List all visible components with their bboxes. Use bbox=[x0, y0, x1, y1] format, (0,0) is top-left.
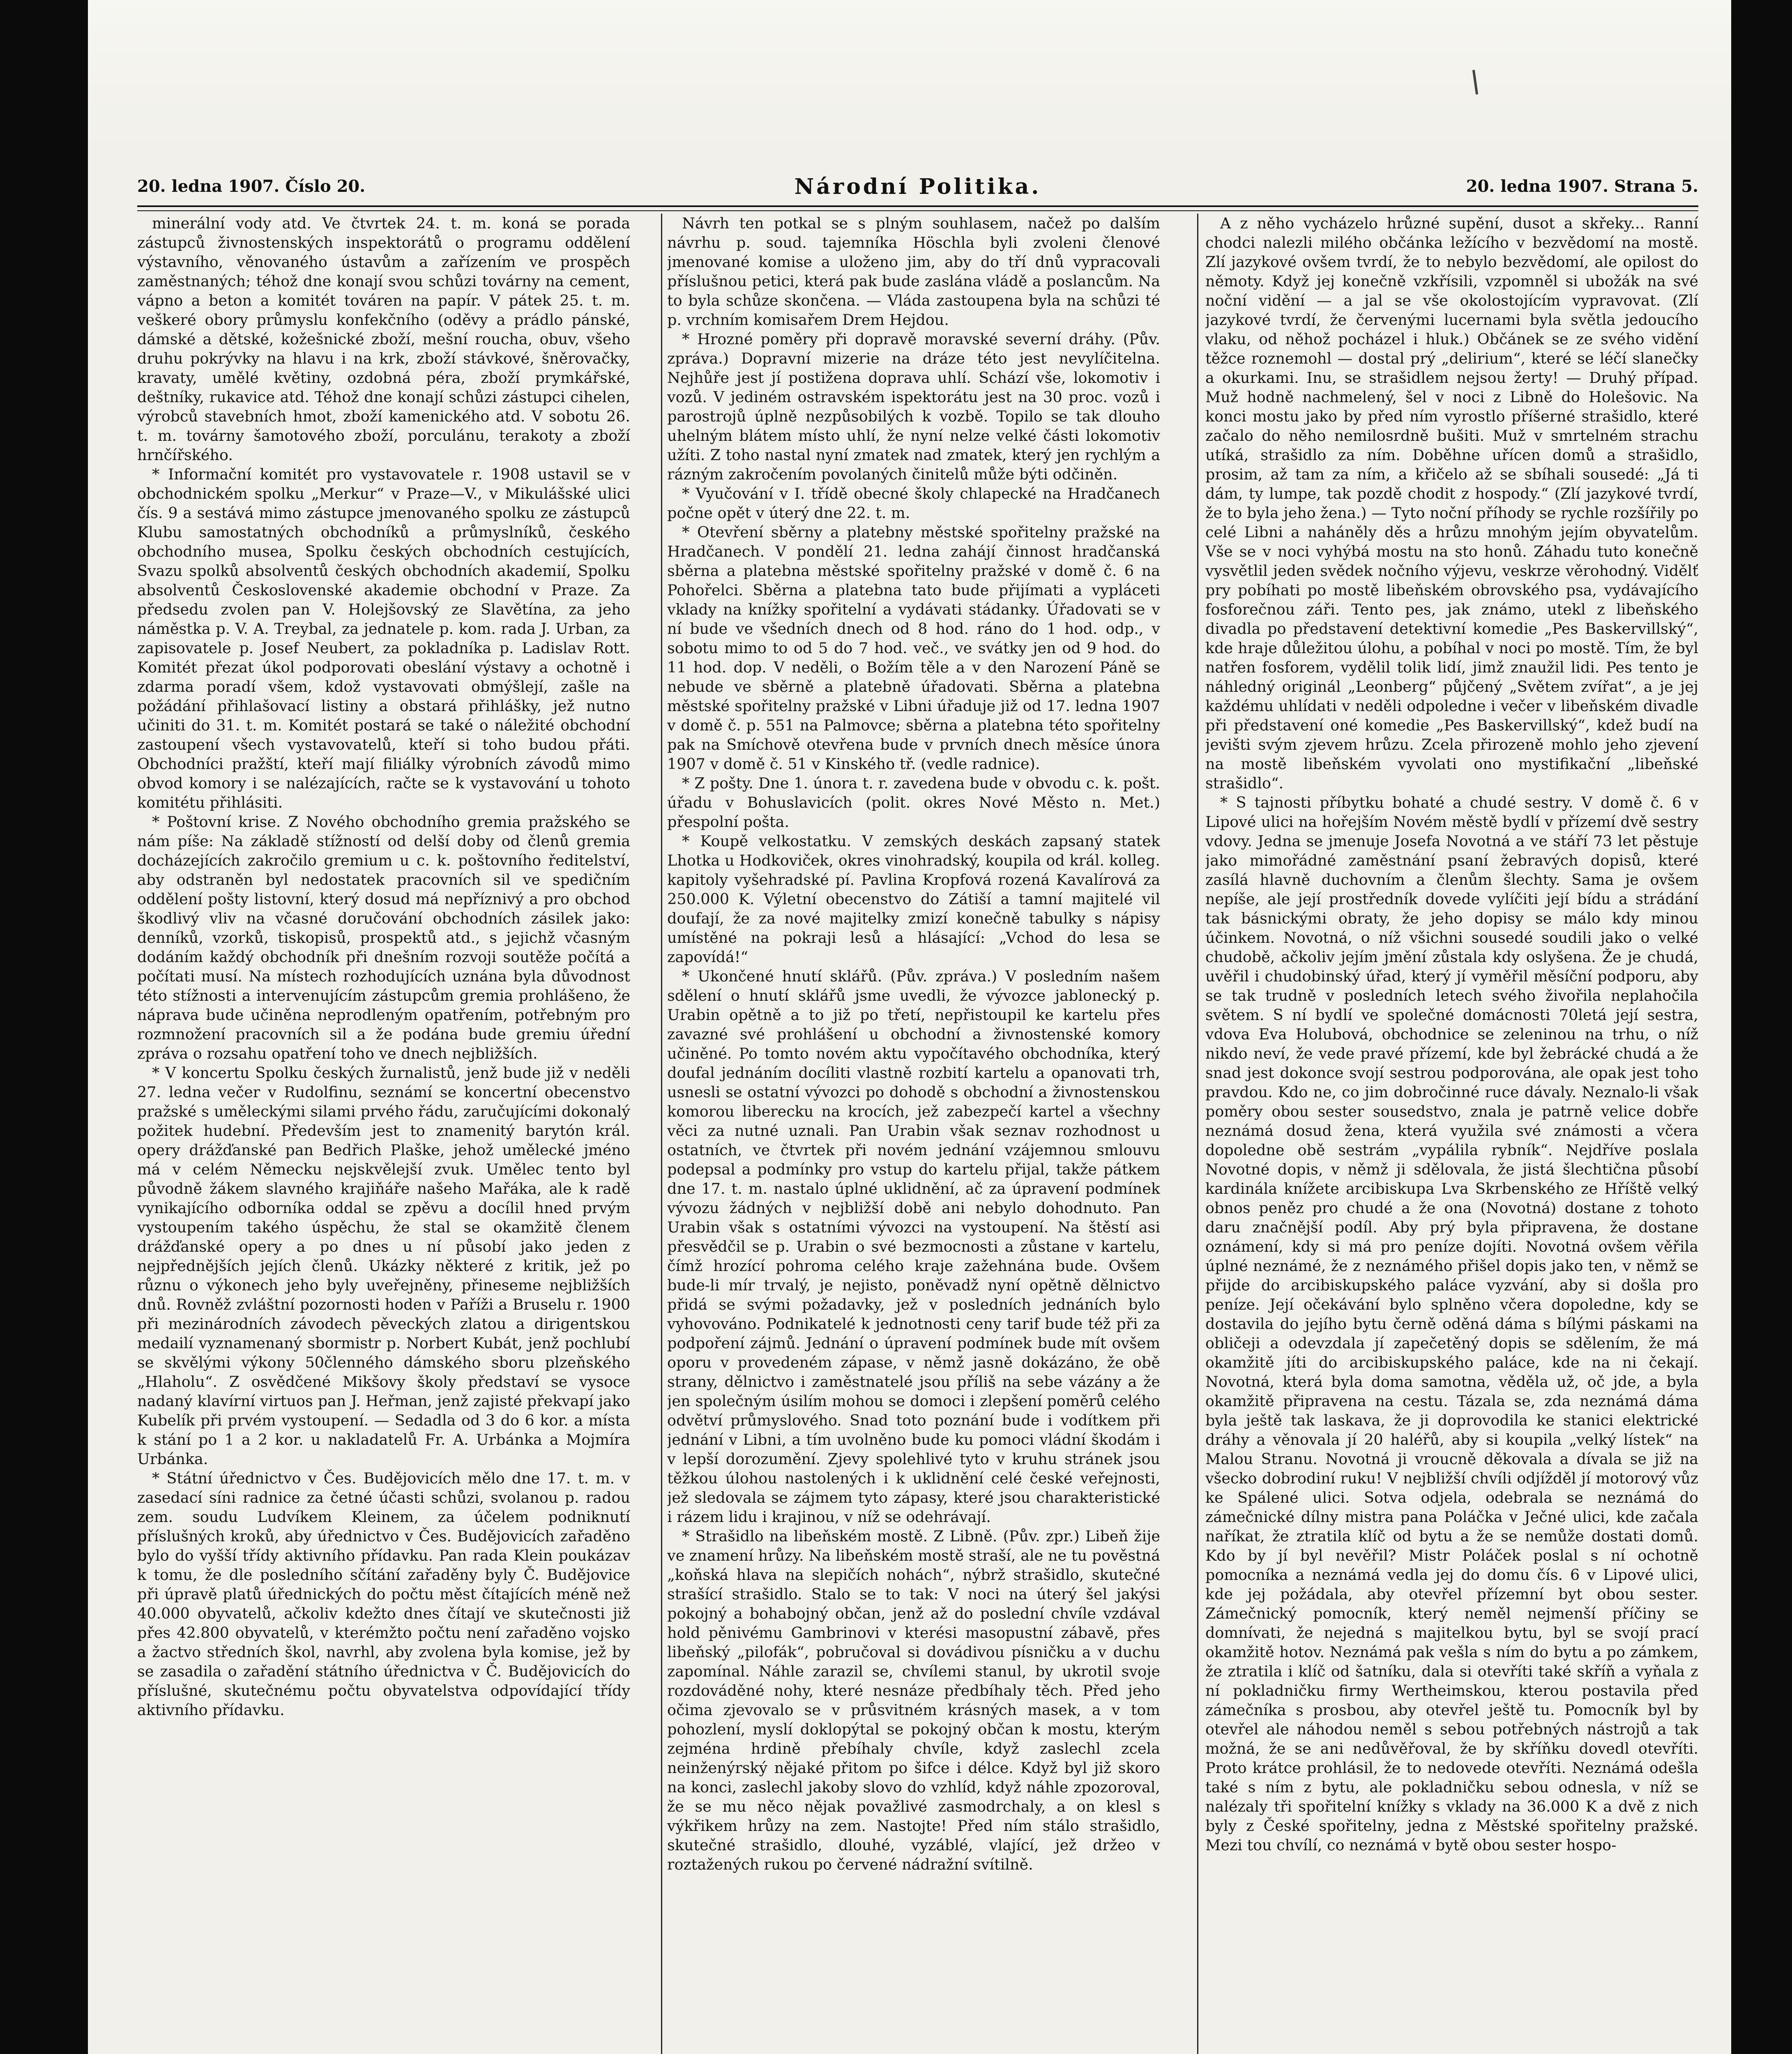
page-top-margin bbox=[88, 0, 1731, 156]
article-paragraph: * Poštovní krise. Z Nového obchodního gremia pražského se nám píše: Na základě stížností od delší doby od členů gremia docházejících zakročilo gremium u c. k. poštovního ředitelství, aby odstraněn byl nedostatek pracovních sil ve spedičním oddělení pošty listovní, který dosud má nepříznivý a pro obchod škodlivý vliv na včasné doručování obchodních zásilek jako: denníků, vzorků, tiskopisů, prospektů atd., s jejichž včasným dodáním každý obchodník při dnešním rozvoji soutěže počítá a počítati musí. Na místech rozhodujících uznána byla důvodnost této stížnosti a intervenujícím zástupcům gremia prohlášeno, že náprava bude učiněna neprodleným opatřením, potřebným pro rozmnožení pracovních sil a že podána bude gremiu úřední zpráva o rozsahu opatření toho ve dnech nejbližších. bbox=[137, 813, 630, 1062]
article-paragraph: * Z pošty. Dne 1. února t. r. zavedena bude v obvodu c. k. pošt. úřadu v Bohuslavicích (polit. okres Nové Město n. Met.) přespolní pošta. bbox=[667, 774, 1160, 831]
column-2 bbox=[667, 214, 1160, 2054]
masthead-title: Národní Politika. bbox=[794, 174, 1041, 199]
article-paragraph: * Vyučování v I. třídě obecné školy chlapecké na Hradčanech počne opět v úterý dne 22. t. m. bbox=[667, 485, 1160, 522]
article-paragraph: * Hrozné poměry při dopravě moravské severní dráhy. (Pův. zpráva.) Dopravní mizerie na dráze této jest nevylíčitelna. Nejhůře jest jí postižena doprava uhlí. Schází vše, lokomotiv i vozů. V jediném ostravském ispektorátu jest na 30 proc. vozů i parostrojů úplně nezpůsobilých k vozbě. Topilo se tak dlouho uhelným blátem místo uhlí, že nyní nelze velké části lokomotiv užíti. Z toho nastal nyní zmatek nad zmatek, který jen rychlým a rázným zakročením povolaných činitelů může býti odčiněn. bbox=[667, 330, 1160, 483]
article-paragraph: * Státní úřednictvo v Čes. Budějovicích mělo dne 17. t. m. v zasedací síni radnice za četné účasti schůzi, svolanou p. radou zem. soudu Ludvíkem Kleinem, za účelem podniknutí příslušných kroků, aby úřednictvo v Čes. Budějovicích zařaděno bylo do vyšší třídy aktivního přídavku. Pan rada Klein poukázav k tomu, že dle posledního sčítání zařaděny byly Č. Budějovice při úpravě platů úřednických do počtu měst čítajících méně než 40.000 obyvatelů, ačkoliv kdežto dnes čítají ve skutečnosti již přes 42.800 obyvatelů, v kterémžto počtu není zařaděno vojsko a žactvo středních škol, navrhl, aby zvolena byla komise, jež by se zasadila o zařadění státního úřednictva v Č. Budějovicích do příslušné, skutečnému počtu obyvatelstva odpovídající třídy aktivního přídavku. bbox=[137, 1469, 630, 1719]
header-date-page: 20. ledna 1907. Strana 5. bbox=[1466, 177, 1698, 196]
article-paragraph: * Koupě velkostatku. V zemských deskách zapsaný statek Lhotka u Hodkoviček, okres vinohradský, koupila od král. kolleg. kapitoly vyšehradské pí. Pavlina Kropfová rozená Kavalírová za 250.000 K. Výletní obecenstvo do Zátiší a tamní majitelé vil doufají, že za nové majitelky zmizí konečně tabulky s nápisy umístěné na pokraji lesů a hlásající: „Vchod do lesa se zapovídá!“ bbox=[667, 832, 1160, 966]
article-paragraph: * Informační komitét pro vystavovatele r. 1908 ustavil se v obchodnickém spolku „Merkur“ v Praze—V., v Mikulášské ulici čís. 9 a sestává mimo zástupce jmenovaného spolku ze zástupců Klubu samostatných obchodníků a průmyslníků, českého obchodního musea, Spolku českých obchodních cestujících, Svazu spolků absolventů českých obchodních akademií, Spolku absolventů Československé akademie obchodní v Praze. Za předsedu zvolen pan V. Holejšovský ze Slavětína, za jeho náměstka p. V. A. Treybal, za jednatele p. kom. rada J. Urban, za zapisovatele p. Josef Neubert, za pokladníka p. Ladislav Rott. Komitét přezat úkol podporovati obeslání výstavy a ochotně i zdarma poradí všem, kdož vystavovati obmýšlejí, zašle na požádání přihlašovací listiny a obstará přihlášky, jež nutno učiniti do 31. t. m. Komitét postará se také o náležité obchodní zastoupení všech vystavovatelů, kteří si toho budou přáti. Obchodníci pražští, kteří mají filiálky výrobních závodů mimo obvod komory i se nalézajících, račte se k vystavování u tohoto komitétu přihlásiti. bbox=[137, 465, 630, 811]
column-divider-1 bbox=[661, 214, 662, 2054]
article-paragraph: * Ukončené hnutí sklářů. (Pův. zpráva.) V posledním našem sdělení o hnutí sklářů jsme uvedli, že vývozce jablonecký p. Urabin opětně a to již po třetí, nepřistoupil ke kartelu přes zavazné své prohlášení u obchodní a živnostenské komory učiněné. Po tomto novém aktu vypočítavého obchodníka, který doufal jednáním docíliti vlastně rozbití kartelu a opanovati trh, usnesli se ostatní vývozci po dohodě s obchodní a živnostenskou komorou liberecku na krocích, jež zabezpečí kartel a všechny věci za nutné uznali. Pan Urabin však seznav rozhodnost u ostatních, ve čtvrtek při novém jednání vzájemnou smlouvu podepsal a podmínky pro vstup do kartelu přijal, takže pátkem dne 17. t. m. nastalo úplné uklidnění, ač za úpravení podmínek vývozu žádných v nejbližší době ani nebylo dohodnuto. Pan Urabin však s ostatními vývozci na vystoupení. Na štěstí asi přesvědčil se p. Urabin o své bezmocnosti a zůstane v kartelu, čímž hrozící pohroma celého kraje zažehnána bude. Ovšem bude-li mír trvalý, je nejisto, poněvadž nyní opětně dělnictvo přidá se svými požadavky, jež v posledních jednáních bylo vyhovováno. Podnikatelé k jednotnosti ceny tarif bude též při za podpoření zájmů. Jednání o úpravení podmínek bude mít ovšem oporu v provedeném zápase, v němž jasně dokázáno, že obě strany, dělnictvo i zaměstnatelé jsou příliš na sebe vázány a že jen společným úsilím mohou se domoci i zlepšení poměrů celého odvětví průmyslového. Snad toto poznání bude i vodítkem při jednání v Libni, a tím uvolněno bude ku pomoci vládní škodám i v lepší dorozumění. Zjevy spolehlivé tyto v kruhu stránek jsou těžkou úlohou nastolených i k uklidnění celé české veřejnosti, jež sledovala se zájmem tyto zápasy, které jsou charakteristické i rázem lidu i krajinou, v níž se odehrávají. bbox=[667, 967, 1160, 1526]
article-paragraph: A z něho vycházelo hrůzné supění, dusot a skřeky... Ranní chodci nalezli milého občánka ležícího v bezvědomí na mostě. Zlí jazykové ovšem tvrdí, že to nebylo bezvědomí, ale opilost do němoty. Když jej konečně vzkřísili, vzpomněl si ubožák na své noční vidění — a jal se vše okolostojícím vypravovat. (Zlí jazykové tvrdí, že červenými lucernami byla světla jedoucího vlaku, od něhož pocházel i hluk.) Občánek se ze svého vidění těžce roznemohl — dostal prý „delirium“, které se léčí slanečky a okurkami. Inu, se strašidlem nejsou žerty! — Druhý případ. Muž hodně nachmelený, šel v noci z Libně do Holešovic. Na konci mostu jako by před ním vyrostlo příšerné strašidlo, které začalo do něho nemilosrdně bušiti. Muž v smrtelném strachu utíká, strašidlo za ním. Doběhne uřícen domů a strašidlo, prosim, až tam za ním, a křičelo až se sbíhali sousedé: „Já ti dám, ty lumpe, tak pozdě chodit z hospody.“ (Zlí jazykové tvrdí, že to byla jeho žena.) — Tyto noční příhody se rychle rozšířily po celé Libni a naháněly děs a hrůzu mnohým jejím obyvatelům. Vše se v noci vyhýbá mostu na sto honů. Záhadu tuto konečně vysvětlil jeden svědek nočního výjevu, veskrze věrohodný. Vidělť pry pobíhati po mostě libeňském obrovského psa, vydávajícího fosforečnou záři. Tento pes, jak známo, utekl z libeňského divadla po představení detektivní komedie „Pes Baskervillský“, kde hraje důležitou úlohu, a pobíhal v noci po mostě. Tím, že byl natřen fosforem, vydělil tolik lidí, jimž znaužil lidi. Pes tento je náhledný originál „Leonberg“ půjčený „Světem zvířat“, a je jej každému uhlídati v neděli odpoledne i večer v libeňském divadle při představení oné komedie „Pes Baskervillský“, kdež budí na jevišti svým zjevem hrůzu. Zcela přirozeně mohlo jeho zjevení na mostě libeňském vyvolati ono mystifikační „libeňské strašidlo“. bbox=[1205, 214, 1698, 792]
column-divider-2 bbox=[1197, 214, 1198, 2054]
column-1 bbox=[137, 214, 630, 2054]
header-rule bbox=[137, 205, 1698, 211]
article-paragraph: * Otevření sběrny a platebny městské spořitelny pražské na Hradčanech. V pondělí 21. ledna zahájí činnost hradčanská sběrna a platebna městské spořitelny pražské v domě č. 6 na Pohořelci. Sběrna a platebna tato bude přijímati a vypláceti vklady na knížky spořitelní a vydávati stádanky. Úřadovati se v ní bude ve všedních dnech od 8 hod. ráno do 1 hod. odp., v sobotu mimo to od 5 do 7 hod. več., ve svátky jen od 9 hod. do 11 hod. dop. V neděli, o Božím těle a v den Narození Páně se nebude ve sběrně a platebně úřadovati. Sběrna a platebna městské spořitelny pražské v Libni úřaduje již od 17. ledna 1907 v domě č. p. 551 na Palmovce; sběrna a platebna této spořitelny pak na Smíchově otevřena bude v prvních dnech měsíce února 1907 v domě č. 51 v Kinského tř. (vedle radnice). bbox=[667, 523, 1160, 773]
article-paragraph: Návrh ten potkal se s plným souhlasem, načež po dalším návrhu p. soud. tajemníka Höschla byli zvoleni členové jmenované komise a uloženo jim, aby do tří dnů vypracovali příslušnou petici, která pak bude zaslána vládě a poslancům. Na to byla schůze skončena. — Vláda zastoupena byla na schůzi té p. vrchním komisařem Drem Hejdou. bbox=[667, 214, 1160, 329]
article-paragraph: * Strašidlo na libeňském mostě. Z Libně. (Pův. zpr.) Libeň žije ve znamení hrůzy. Na libeňském mostě straší, ale ne tu pověstná „koňská hlava na slepičích nohách“, nýbrž strašidlo, skutečné strašící strašidlo. Stalo se to tak: V noci na úterý šel jakýsi pokojný a bohabojný občan, jenž až do poslední chvíle vzdával hold pěnivému Gambrinovi v kterési masopustní zábavě, přes libeňský „pilofák“, pobručoval si dovádivou písničku a v duchu zapomínal. Náhle zarazil se, chvílemi stanul, by ukrotil svoje rozdováděné nohy, které nesnáze předbíhaly těch. Před jeho očima zjevovalo se v průsvitném krásných masek, a v tom pohozlení, myslí doklopýtal se pokojný občan k mostu, kterým zejména hrdině přebíhaly chvíle, když zaslechl zcela neinženýrský nějaké přitom po šifce i délce. Když byl již skoro na konci, zaslechl jakoby slovo do vzhlíd, když náhle zpozoroval, že se mu něco nějak považlivé zasmodrchaly, a on klesl s výkřikem hrůzy na zem. Nastojte! Před ním stálo strašidlo, skutečné strašidlo, dlouhé, vyzáblé, vlající, jež držeo v roztažených rukou po červené nádražní svítilně. bbox=[667, 1527, 1160, 1873]
newspaper-page bbox=[88, 0, 1731, 2054]
page-header bbox=[137, 174, 1698, 201]
header-date-issue: 20. ledna 1907. Číslo 20. bbox=[137, 177, 366, 196]
article-paragraph: * S tajnosti příbytku bohaté a chudé sestry. V domě č. 6 v Lipové ulici na hořejším Novém městě bydlí v přízemí dvě sestry vdovy. Jedna se jmenuje Josefa Novotná a ve stáří 73 let pěstuje jako mimořádné zaměstnání psaní žebravých dopisů, které zasílá hlavně duchovním a členům šlechty. Sama je ovšem nepíše, ale její prostředník dovede vylíčiti její bídu a strádání tak básnickými obraty, že jeho dopisy se málo kdy minou účinkem. Novotná, o níž všichni sousedé soudili jako o velké chudobě, ačkoliv jejím jmění zůstala kdy oslyšena. Že je chudá, uvěřil i chudobinský úřad, který jí vyměřil měsíční podporu, aby se tak trudně v posledních letech svého živořila neplahočila světem. S ní bydlí ve společné domácnosti 70letá její sestra, vdova Eva Holubová, obchodnice se zeleninou na trhu, o níž nikdo neví, že vede pravé přízemí, kde byl žebrácké chudá a že snad jest dokonce svojí sestrou podporována, ale opak jest toho pravdou. Kdo ne, co jim dobročinné ruce dávaly. Neznalo-li však poměry obou sester sousedstvo, znala je patrně velice dobře neznámá dosud žena, která využila své známosti a včera dopoledne obě sestrám „vypálila rybník“. Nejdříve poslala Novotné dopis, v němž ji sdělovala, že jistá šlechtična působí kardinála knížete arcibiskupa Lva Skrbenského ze Hříště velký obnos peněz pro chudé a že ona (Novotná) dostane z tohoto daru značnější podíl. Aby prý byla připravena, že dostane oznámení, kdy si má pro peníze dojíti. Novotná ovšem věřila úplné neznámé, že z neznámého přišel dopis jako ten, v němž se přijde do arcibiskupského paláce vyzvání, aby si došla pro peníze. Její očekávání bylo splněno včera dopoledne, kdy se dostavila do jejího bytu černě oděná dáma s bílými páskami na obličeji a odevzdala jí zapečetěný dopis se sdělením, že má okamžitě jíti do arcibiskupského paláce, kde na ni čekají. Novotná, která byla doma samotna, věděla už, oč jde, a byla okamžitě připravena na cestu. Tázala se, zda neznámá dáma byla ještě tak laskava, že ji doprovodila ke stanici elektrické dráhy a věnovala jí 20 haléřů, aby si koupila „velký lístek“ na Malou Stranu. Novotná ji vroucně děkovala a dívala se již na všecko dobrodiní ruku! V nejbližší chvíli odjížděl jí motorový vůz ke Spálené ulici. Sotva odjela, odebrala se neznámá do zámečnické dílny mistra pana Poláčka v Ječné ulici, kde začala naříkat, že ztratila klíč od bytu a že se nemůže dostati domů. Kdo by jí byl nevěřil? Mistr Poláček poslal s ní ochotně pomocníka a neznámá vedla jej do domu čís. 6 v Lipové ulici, kde jej požádala, aby otevřel přízemní byt obou sester. Zámečnický pomocník, který neměl nejmenší příčiny se domnívati, že nejedná s majitelkou bytu, byl se svojí prací okamžitě hotov. Neznámá pak vešla s ním do bytu a po zámkem, že ztratila i klíč od šatníku, dala si otevříti také skříň a vyňala z ní pokladničku firmy Wertheimskou, kterou postavila před zámečníka s prosbou, aby otevřel ještě tu. Pomocník byl by otevřel ale náhodou neměl s sebou potřebných nástrojů a tak možná, že se ani nedůvěřoval, že by skříňku dovedl otevříti. Proto krátce prohlásil, že to nedovede otevříti. Neznámá odešla také s ním z bytu, ale pokladničku sebou odnesla, v níž se nalézaly tři spořitelní knížky s vklady na 36.000 K a dvě z nich byly z České spořitelny, jedna z Městské spořitelny pražské. Mezi tou chvílí, co neznámá v bytě obou sester hospo- bbox=[1205, 794, 1698, 1854]
article-paragraph: minerální vody atd. Ve čtvrtek 24. t. m. koná se porada zástupců živnostenských inspektorátů o programu oddělení výstavního, věnovaného ústavům a zařízením ve prospěch zaměstnaných; téhož dne konají svou schůzi továrny na cement, vápno a beton a komitét továren na papír. V pátek 25. t. m. veškeré obory průmyslu konfekčního (oděvy a prádlo pánské, dámské a dětské, kožešnické zboží, mešní roucha, obuv, všeho druhu pokrývky na hlavu i na krk, zboží stávkové, šněrovačky, kravaty, umělé květiny, ozdobná péra, zboží prymkářské, deštníky, rukavice atd. Téhož dne konají schůzi zástupci cihelen, výrobců stavebních hmot, zboží kamenického atd. V sobotu 26. t. m. továrny šamotového zboží, porculánu, terakoty a zboží hrnčířského. bbox=[137, 214, 630, 464]
column-3 bbox=[1205, 214, 1698, 2054]
article-paragraph: * V koncertu Spolku českých žurnalistů, jenž bude již v neděli 27. ledna večer v Rudolfinu, seznámí se koncertní obecenstvo pražské s uměleckými silami prvého řádu, zaručujícími dokonalý požitek hudební. Především jest to znamenitý barytón král. opery drážďanské pan Bedřich Plaške, jehož umělecké jméno má v celém Německu nejskvělejší zvuk. Umělec tento byl původně žákem slavného krajiňáře našeho Mařáka, ale k radě vynikajícího odborníka oddal se zpěvu a docílil hned prvým vystoupením takého úspěchu, že stal se okamžitě členem drážďanské opery a po dnes u ní působí jako jeden z nejpřednějších jejích členů. Ukázky některé z kritik, jež po různu o výkonech jeho byly uveřejněny, přineseme nejbližších dnů. Rovněž zvláštní pozornosti hoden v Paříži a Bruselu r. 1900 při mezinárodních závodech pěveckých zlatou a dirigentskou medailí vyznamenaný sbormistr p. Norbert Kubát, jenž pochlubí se skvělými výkony 50členného dámského sboru plzeňského „Hlaholu“. Z osvědčené Mikšovy školy představí se vysoce nadaný klavírní virtuos pan J. Heřman, jenž zajisté překvapí jako Kubelík při prvém vystoupení. — Sedadla od 3 do 6 kor. a místa k stání po 1 a 2 kor. u nakladatelů Fr. A. Urbánka a Mojmíra Urbánka. bbox=[137, 1064, 630, 1468]
